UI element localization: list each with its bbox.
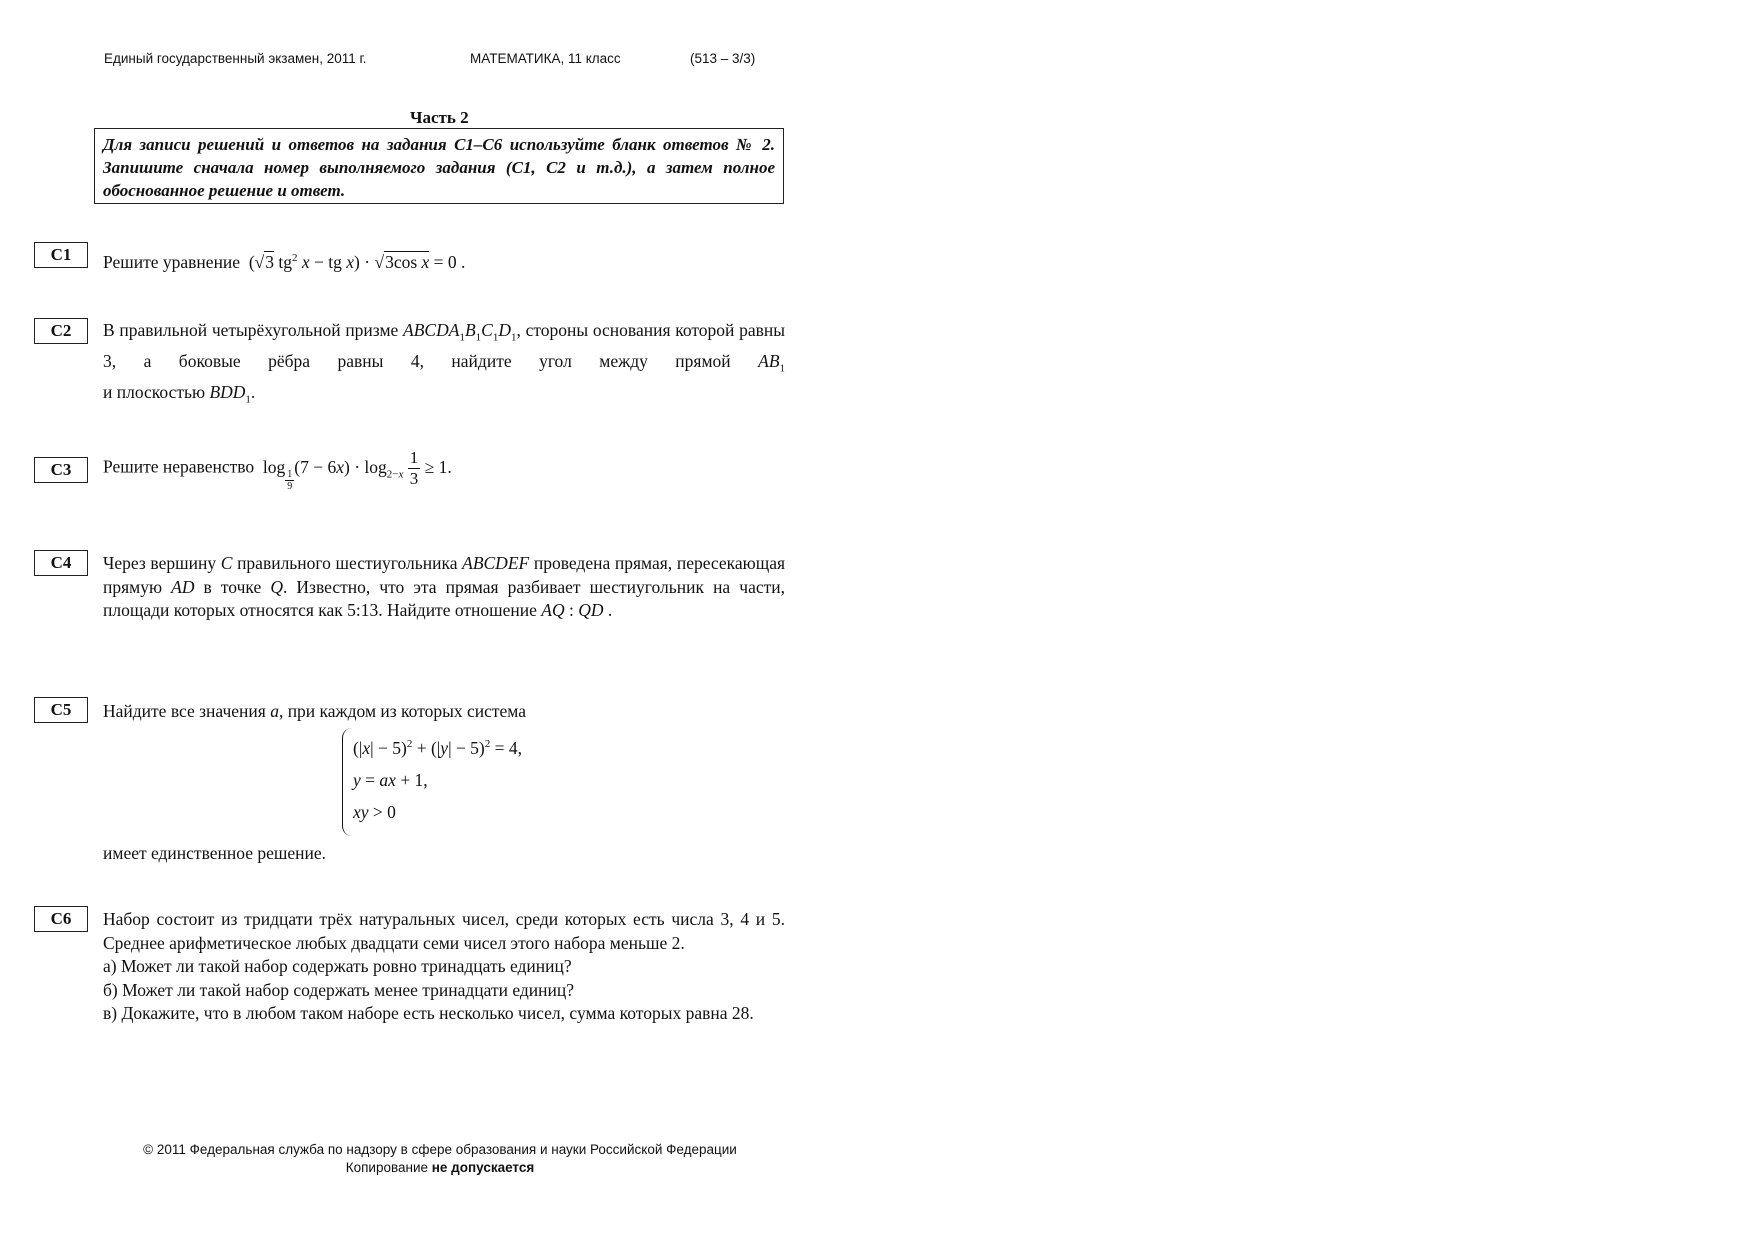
- task-c1-formula: (√3 $tg^2$ x − tg x) · √3cos x = 0 .: [244, 251, 466, 272]
- task-c3: [103, 448, 785, 492]
- part-title: Часть 2: [410, 108, 469, 127]
- task-c2-text-5: и плоскостью: [103, 382, 206, 402]
- footer-copyright: © 2011 Федеральная служба по надзору в сфере образования и науки Российской Федерации: [143, 1142, 737, 1157]
- task-c5-system: [342, 728, 522, 836]
- task-c6-item-c: в) Докажите, что в любом таком наборе есть несколько чисел, сумма которых равна 28.: [103, 1003, 754, 1023]
- task-c4: Через вершину C правильного шестиугольника ABCDEF проведена прямая, пересекающая прямую AD в точке Q. Известно, что эта прямая разбивает шестиугольник на части, площади которых относятся как 5:13. Найдите отношение AQ : QD .: [103, 553, 786, 620]
- task-c1: [103, 247, 785, 274]
- task-c4-hexagon: ABCDEF: [462, 553, 530, 573]
- task-c6-paragraph: Набор состоит из тридцати трёх натуральных чисел, среди которых есть числа 3, 4 и 5. Среднее арифметическое любых двадцати семи чисел этого набора меньше 2.: [103, 909, 785, 953]
- task-c4-ratio: 5:13: [347, 600, 379, 620]
- task-c4-text-3: проведена прямая, пересекающая прямую: [103, 553, 786, 597]
- task-c6-item-b: б) Может ли такой набор содержать менее тринадцати единиц?: [103, 979, 575, 1000]
- footer-copy-forbidden: не допускается: [431, 1160, 535, 1175]
- task-c4-vertex: C: [220, 553, 233, 573]
- task-c2-plane: $BDD_1$: [209, 382, 251, 406]
- header-exam-title: Единый государственный экзамен, 2011 г.: [104, 51, 367, 66]
- task-label-c3: C3: [34, 457, 88, 483]
- task-c3-text: Решите неравенство: [103, 456, 255, 477]
- footer: [0, 1141, 880, 1177]
- footer-copy-notice: [0, 1159, 880, 1177]
- task-c4-text-6: . Найдите отношение: [378, 600, 537, 620]
- task-c4-point: Q: [270, 576, 283, 597]
- footer-copy-label: Копирование: [345, 1160, 432, 1175]
- task-c2-side: 3: [103, 351, 112, 371]
- task-label-c2: C2: [34, 318, 88, 344]
- task-c2-text-2: , стороны основания которой равны: [516, 320, 785, 340]
- task-c5-text-1: Найдите все значения: [103, 701, 266, 721]
- task-c5-text-2: , при каждом из которых система: [278, 701, 527, 721]
- task-c5-param: a: [270, 701, 279, 721]
- task-c6: [103, 908, 785, 1026]
- task-c2-prism: $ABCDA_1B_1C_1D_1$: [403, 320, 517, 344]
- task-label-c4: C4: [34, 550, 88, 576]
- task-c5: [103, 700, 785, 724]
- task-c2: В правильной четырёхугольной призме $ABCDA_1B_1C_1D_1$, стороны основания которой равны 3, а боковые рёбра равны 4, найдите угол между прямой $AB_1$ и плоскостью $BDD_1$.: [103, 320, 786, 406]
- header-code: (513 – 3/3): [690, 51, 756, 66]
- task-c6-item-a: а) Может ли такой набор содержать ровно тринадцать единиц?: [103, 956, 572, 976]
- task-c5-eq-1: $(|x| - 5)^2 + (|y| - 5)^2 = 4$,: [353, 737, 523, 758]
- task-label-c5: C5: [34, 697, 88, 723]
- task-c4-line: AD: [171, 576, 195, 597]
- task-c5-eq-2: y = ax + 1,: [353, 769, 428, 790]
- task-c2-text-1: В правильной четырёхугольной призме: [103, 320, 399, 340]
- task-c2-text-3: , а боковые рёбра равны: [111, 351, 384, 371]
- task-c4-text-4: в точке: [203, 576, 262, 597]
- task-c4-text-2: правильного шестиугольника: [237, 553, 458, 573]
- task-c2-line: $AB_1$: [758, 351, 786, 375]
- task-c2-text-4: , найдите угол между прямой: [419, 351, 731, 371]
- task-c4-text-5: . Известно, что эта прямая разбивает шестиугольник на части, площади которых относятся как: [103, 576, 785, 620]
- task-c5-eq-3: xy > 0: [353, 801, 396, 822]
- task-label-c1: C1: [34, 242, 88, 268]
- task-c3-formula: log $_{\frac{1}{9}}$ $(7 - 6x) \cdot \log_{2-x}$ $\frac{1}{3}$ ≥ 1.: [258, 448, 452, 493]
- task-c4-text-1: Через вершину: [103, 553, 217, 573]
- task-label-c6: C6: [34, 906, 88, 932]
- header-subject: МАТЕМАТИКА, 11 класс: [470, 51, 621, 66]
- task-c5-tail: имеет единственное решение.: [103, 843, 326, 863]
- instructions-box: Для записи решений и ответов на задания С1–С6 используйте бланк ответов № 2. Запишите сначала номер выполняемого задания (С1, С2 и т.д.), а затем полное обоснованное решение и ответ.: [94, 128, 784, 204]
- task-c4-ask: AQ: [541, 600, 565, 620]
- task-c1-text: Решите уравнение: [103, 251, 241, 272]
- task-c2-edge: 4: [410, 351, 420, 371]
